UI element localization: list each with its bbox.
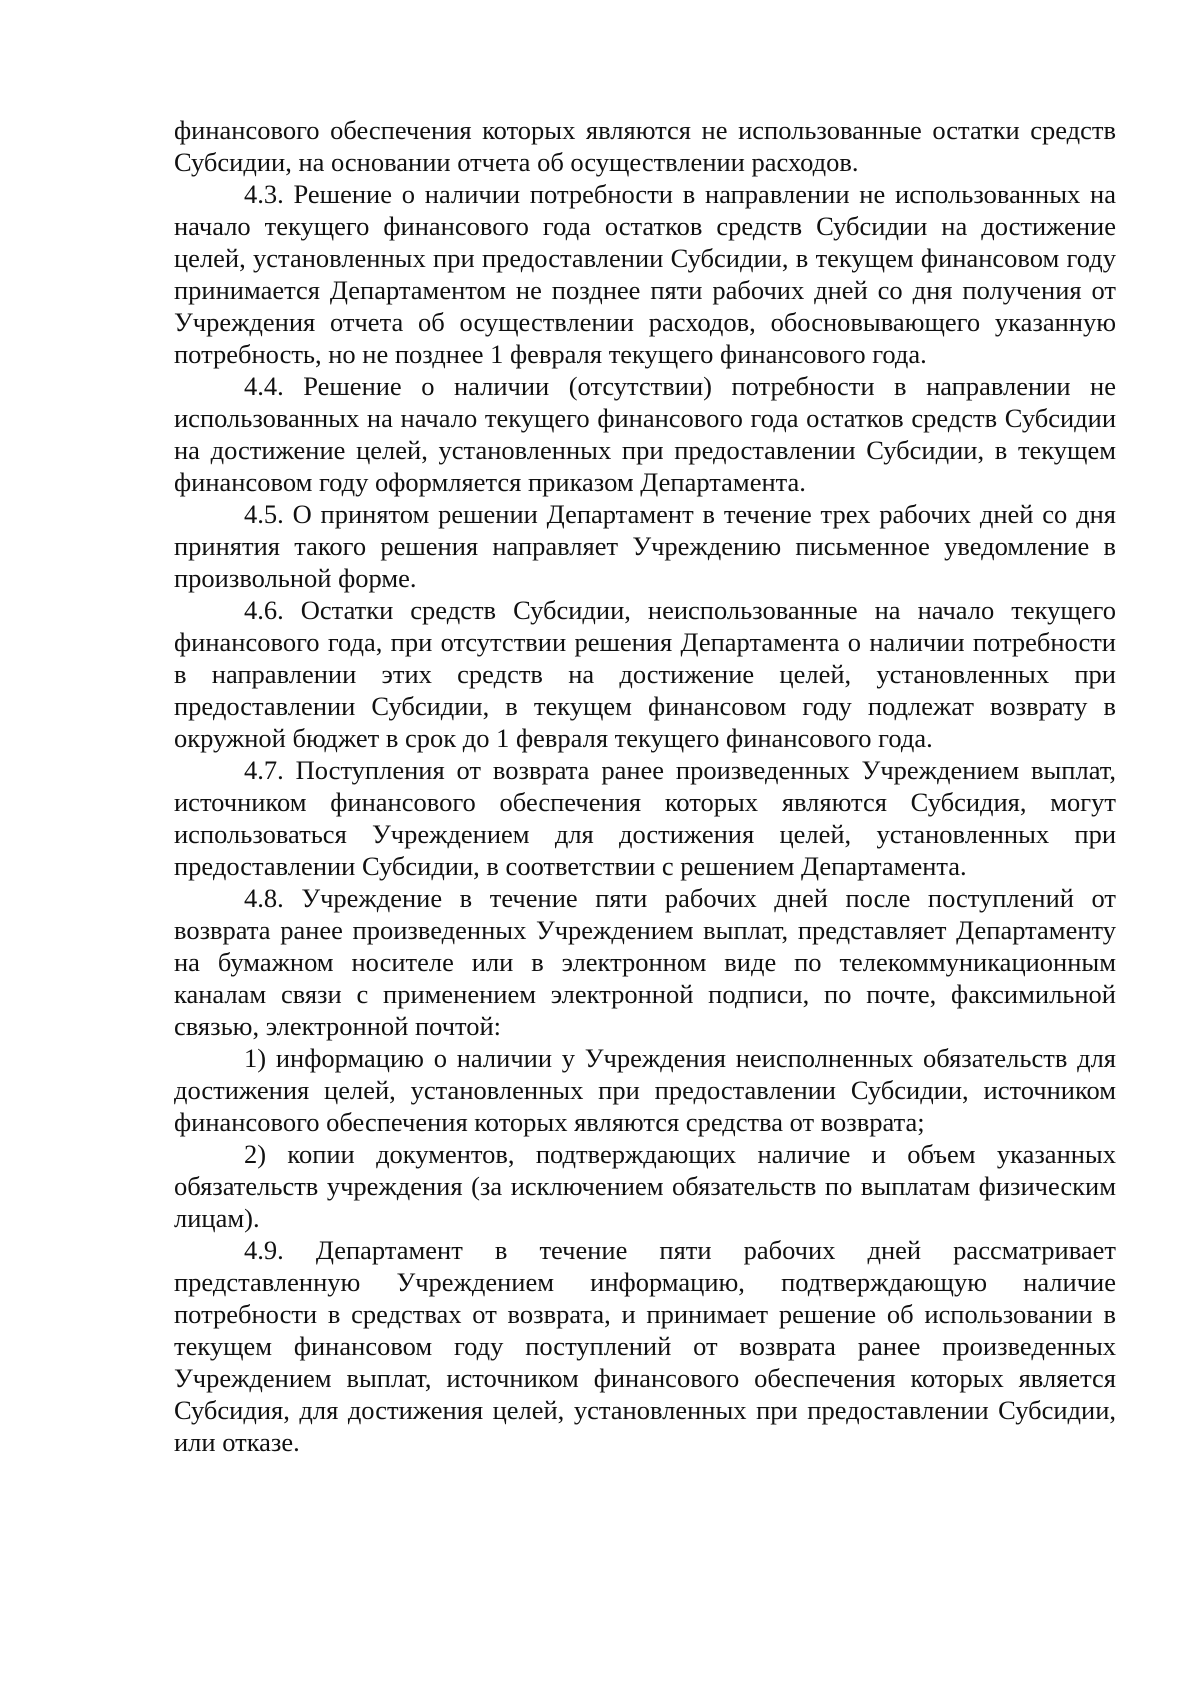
paragraph-4-4: 4.4. Решение о наличии (отсутствии) потребности в направлении не использованных на начало текущего финансового года остатков средств Субсидии на достижение целей, установленных при предоставлении Субсидии, в текущем финансовом году оформляется приказом Департамента.: [174, 371, 1116, 497]
paragraph-4-8-item-2: 2) копии документов, подтверждающих наличие и объем указанных обязательств учреждения (за исключением обязательств по выплатам физическим лицам).: [174, 1139, 1116, 1233]
paragraph-4-6: 4.6. Остатки средств Субсидии, неиспользованные на начало текущего финансового года, при отсутствии решения Департамента о наличии потребности в направлении этих средств на достижение целей, установленных при предоставлении Субсидии, в текущем финансовом году подлежат возврату в окружной бюджет в срок до 1 февраля текущего финансового года.: [174, 595, 1116, 753]
paragraph-4-3: 4.3. Решение о наличии потребности в направлении не использованных на начало текущего финансового года остатков средств Субсидии на достижение целей, установленных при предоставлении Субсидии, в текущем финансовом году принимается Департаментом не позднее пяти рабочих дней со дня получения от Учреждения отчета об осуществлении расходов, обосновывающего указанную потребность, но не позднее 1 февраля текущего финансового года.: [174, 179, 1116, 369]
document-page: [174, 114, 1116, 1458]
paragraph-4-8-item-1: 1) информацию о наличии у Учреждения неисполненных обязательств для достижения целей, установленных при предоставлении Субсидии, источником финансового обеспечения которых являются средства от возврата;: [174, 1043, 1116, 1137]
paragraph-4-8: 4.8. Учреждение в течение пяти рабочих дней после поступлений от возврата ранее произведенных Учреждением выплат, представляет Департаменту на бумажном носителе или в электронном виде по телекоммуникационным каналам связи с применением электронной подписи, по почте, факсимильной связью, электронной почтой:: [174, 883, 1116, 1041]
paragraph-4-9: 4.9. Департамент в течение пяти рабочих дней рассматривает представленную Учреждением информацию, подтверждающую наличие потребности в средствах от возврата, и принимает решение об использовании в текущем финансовом году поступлений от возврата ранее произведенных Учреждением выплат, источником финансового обеспечения которых является Субсидия, для достижения целей, установленных при предоставлении Субсидии, или отказе.: [174, 1235, 1116, 1457]
paragraph-4-5: 4.5. О принятом решении Департамент в течение трех рабочих дней со дня принятия такого решения направляет Учреждению письменное уведомление в произвольной форме.: [174, 499, 1116, 593]
paragraph-continuation: финансового обеспечения которых являются не использованные остатки средств Субсидии, на основании отчета об осуществлении расходов.: [174, 115, 1116, 177]
paragraph-4-7: 4.7. Поступления от возврата ранее произведенных Учреждением выплат, источником финансового обеспечения которых являются Субсидия, могут использоваться Учреждением для достижения целей, установленных при предоставлении Субсидии, в соответствии с решением Департамента.: [174, 755, 1116, 881]
